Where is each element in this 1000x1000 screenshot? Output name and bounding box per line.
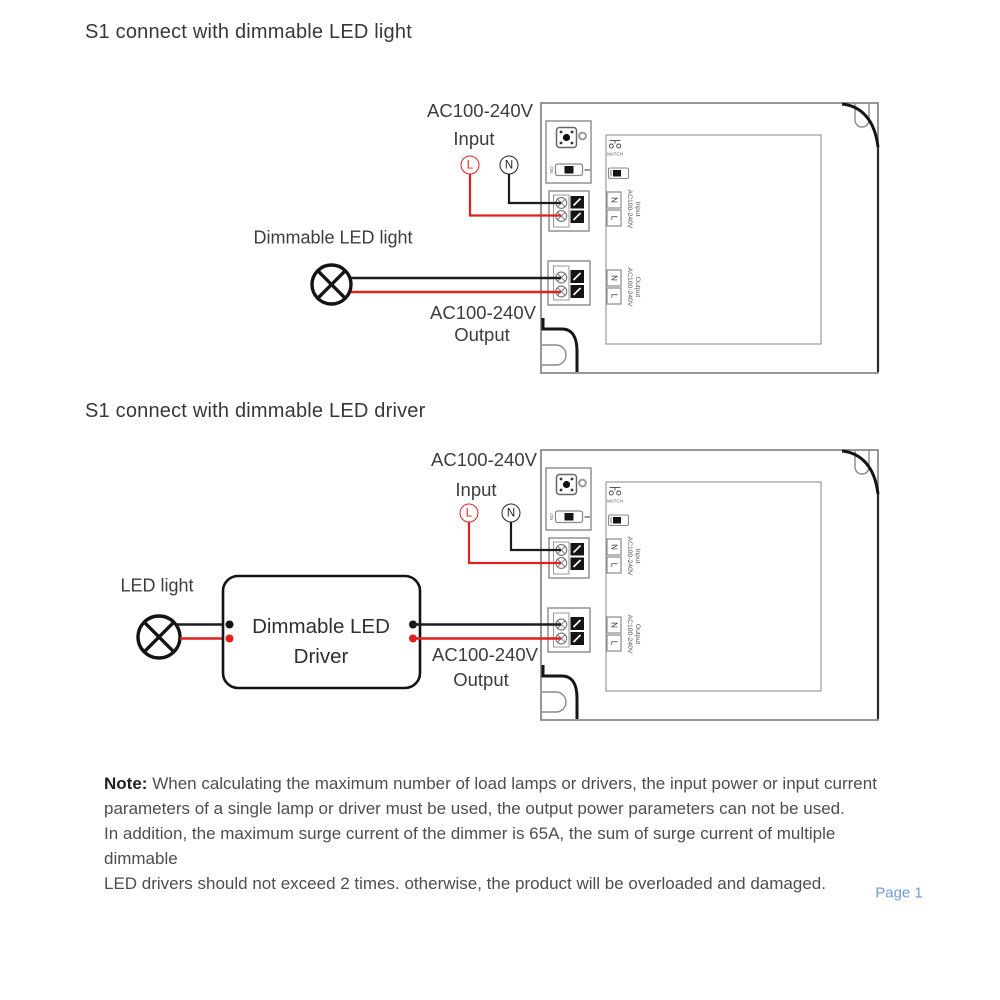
device-input-label: Input xyxy=(634,548,641,564)
device-input-label: Input xyxy=(634,201,641,217)
d2-ac-input-value: AC100-240V xyxy=(431,449,537,470)
driver-terminal-dot xyxy=(226,635,234,643)
note-prefix: Note: xyxy=(104,774,148,793)
note-line-1: Note: When calculating the maximum number of load lamps or drivers, the input power or input current xyxy=(104,774,877,793)
note-paragraph xyxy=(104,771,904,896)
driver-label-line2: Driver xyxy=(293,645,349,668)
d2-live-terminal: L xyxy=(460,504,479,523)
led-indicator-icon xyxy=(579,133,586,140)
d1-input-label: Input xyxy=(453,128,495,149)
device-input-ac-label: AC100-240V xyxy=(626,536,633,576)
d2-output-label: Output xyxy=(453,669,509,690)
device-output-label: Output xyxy=(634,276,641,298)
device-output-ac-label: AC100-240V xyxy=(626,267,633,307)
input-l-label: L xyxy=(609,562,619,568)
d2-driver-label xyxy=(252,612,390,672)
section-title-2: S1 connect with dimmable LED driver xyxy=(85,400,426,422)
page-number: Page 1 xyxy=(875,884,923,902)
driver-terminal-dot xyxy=(226,621,234,629)
output-n-label: N xyxy=(609,275,619,281)
match-label: MATCH xyxy=(607,498,623,504)
d2-ac-output-value: AC100-240V xyxy=(432,644,538,665)
device-output-ac-label: AC100-240V xyxy=(626,614,633,654)
match-label: MATCH xyxy=(607,151,623,157)
driver-label-line1: Dimmable LED xyxy=(252,615,390,638)
output-n-label: N xyxy=(609,622,619,628)
d1-output-label: Output xyxy=(454,324,510,345)
d1-ac-output-value: AC100-240V xyxy=(430,302,536,323)
device-input-ac-label: AC100-240V xyxy=(626,189,633,229)
device-output-label: Output xyxy=(634,623,641,645)
d2-lamp-label: LED light xyxy=(120,575,194,596)
input-n-label: N xyxy=(609,197,619,203)
d2-input-label: Input xyxy=(455,479,497,500)
d1-neutral-terminal: N xyxy=(500,156,519,175)
on-label: ON xyxy=(549,513,554,521)
led-indicator-icon xyxy=(579,480,586,487)
output-l-label: L xyxy=(609,293,619,299)
d1-lamp-label: Dimmable LED light xyxy=(253,227,413,248)
note-line-4: LED drivers should not exceed 2 times. otherwise, the product will be overloaded and damaged. xyxy=(104,874,826,893)
input-l-label: L xyxy=(609,215,619,221)
dimmer-device-1 xyxy=(541,103,878,373)
d1-live-terminal: L xyxy=(461,156,480,175)
d1-ac-input-value: AC100-240V xyxy=(427,100,533,121)
dimmer-device-2 xyxy=(541,450,878,720)
on-label: ON xyxy=(549,166,554,174)
output-l-label: L xyxy=(609,640,619,646)
d2-neutral-terminal: N xyxy=(502,504,521,523)
input-n-label: N xyxy=(609,544,619,550)
section-title-1: S1 connect with dimmable LED light xyxy=(85,21,412,43)
note-line-3: In addition, the maximum surge current of the dimmer is 65A, the sum of surge current of multiple dimmable xyxy=(104,824,836,868)
note-line-2: parameters of a single lamp or driver must be used, the output power parameters can not be used. xyxy=(104,799,845,818)
